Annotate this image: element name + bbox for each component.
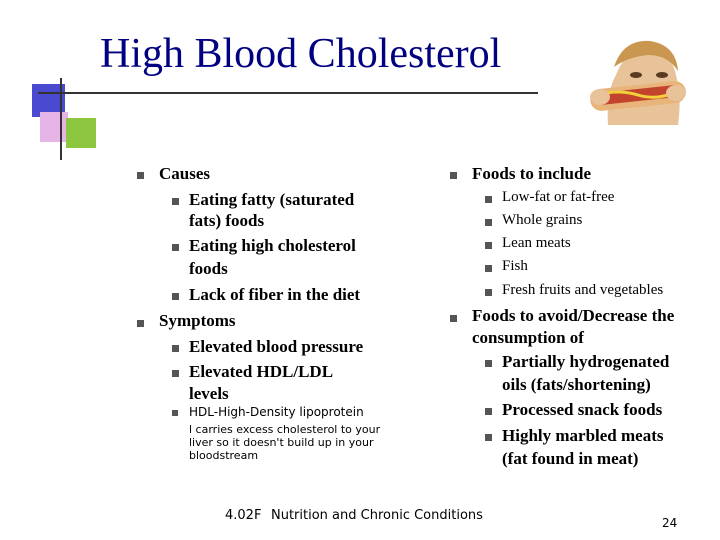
hdl-note-line-2: liver so it doesn't build up in your [189, 436, 374, 449]
decorative-pink-square [40, 112, 68, 142]
footer-subject: Nutrition and Chronic Conditions [271, 508, 483, 523]
decorative-green-square [66, 118, 96, 148]
bullet-icon [450, 172, 457, 179]
boy-eating-hotdog-photo [578, 37, 694, 125]
bullet-icon [450, 315, 457, 322]
symptom-item-1: Elevated blood pressure [189, 337, 364, 356]
cause-item-2-line-1: Eating high cholesterol [189, 236, 356, 255]
page-number: 24 [662, 516, 678, 530]
hdl-note-title: HDL-High-Density lipoprotein [189, 405, 364, 419]
hdl-note-line-3: bloodstream [189, 449, 259, 462]
cause-item-1-line-1: Eating fatty (saturated [189, 190, 355, 209]
cause-item-1-line-2: fats) foods [189, 211, 265, 230]
hdl-note-line-1: l carries excess cholesterol to your [189, 423, 381, 436]
symptoms-heading: Symptoms [159, 311, 236, 330]
bullet-icon [485, 434, 492, 441]
include-item-3: Lean meats [502, 235, 571, 251]
foods-to-avoid-heading-line-1: Foods to avoid/Decrease the [472, 306, 675, 325]
causes-heading: Causes [159, 164, 211, 183]
include-item-4: Fish [502, 258, 528, 274]
bullet-icon [485, 242, 492, 249]
cause-item-3: Lack of fiber in the diet [189, 285, 361, 304]
bullet-icon [485, 289, 492, 296]
foods-to-avoid-heading-line-2: consumption of [472, 328, 584, 347]
include-item-1: Low-fat or fat-free [502, 189, 615, 205]
include-item-5: Fresh fruits and vegetables [502, 282, 664, 298]
avoid-item-3-line-2: (fat found in meat) [502, 449, 639, 468]
bullet-icon [485, 219, 492, 226]
bullet-icon [172, 293, 179, 300]
bullet-icon [172, 345, 179, 352]
bullet-icon [172, 198, 179, 205]
bullet-icon [485, 265, 492, 272]
include-item-2: Whole grains [502, 212, 583, 228]
decorative-vertical-line [60, 78, 62, 160]
avoid-item-1-line-1: Partially hydrogenated [502, 352, 670, 371]
bullet-icon [172, 244, 179, 251]
cause-item-2-line-2: foods [189, 259, 228, 278]
bullet-icon [137, 172, 144, 179]
bullet-icon [485, 196, 492, 203]
bullet-icon [485, 408, 492, 415]
avoid-item-1-line-2: oils (fats/shortening) [502, 375, 651, 394]
bullet-icon [137, 320, 144, 327]
page-title: High Blood Cholesterol [100, 31, 502, 77]
symptom-item-2-line-1: Elevated HDL/LDL [189, 362, 334, 381]
avoid-item-3-line-1: Highly marbled meats [502, 426, 664, 445]
foods-to-include-heading: Foods to include [472, 164, 592, 183]
bullet-icon [172, 410, 178, 416]
footer-course-code: 4.02F [225, 508, 262, 523]
avoid-item-2: Processed snack foods [502, 400, 663, 419]
bullet-icon [172, 370, 179, 377]
bullet-icon [485, 360, 492, 367]
title-underline [38, 92, 538, 94]
symptom-item-2-line-2: levels [189, 384, 229, 403]
